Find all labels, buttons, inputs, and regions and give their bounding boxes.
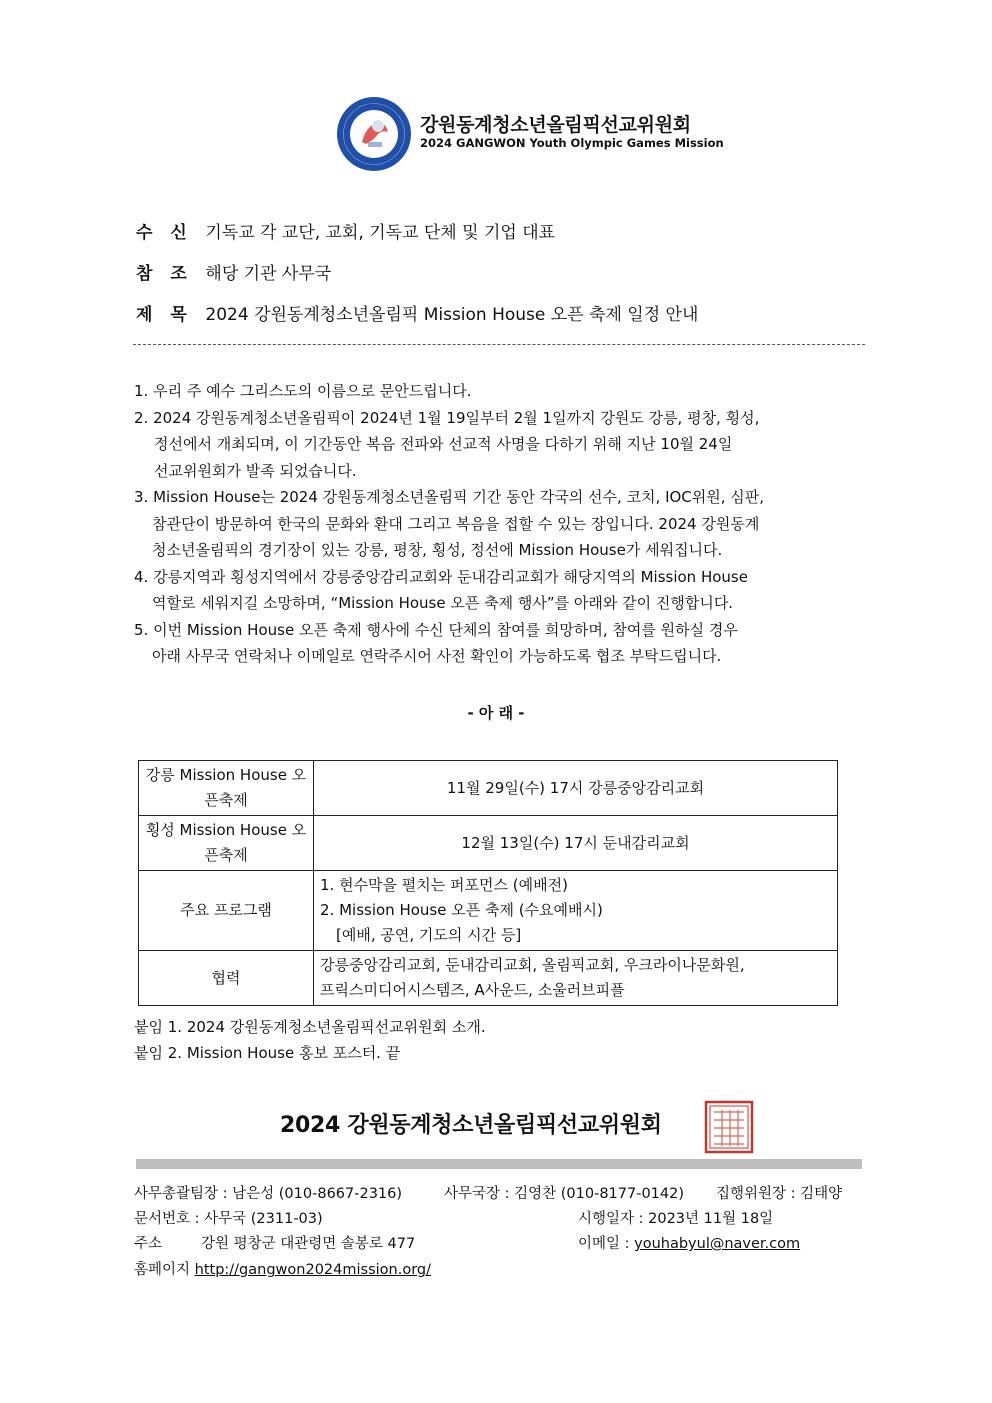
reference-row (136, 259, 331, 284)
subject-label: 제 목 (136, 305, 193, 325)
body-line: 4. 강릉지역과 횡성지역에서 강릉중앙감리교회와 둔내감리교회가 해당지역의 Mission House (134, 567, 748, 586)
table-value: 12월 13일(수) 17시 둔내감리교회 (314, 816, 838, 871)
footer-executive: 집행위원장 : 김태양 (716, 1186, 843, 1202)
table-label: 강릉 Mission House 오픈축제 (139, 761, 314, 816)
attachment-2: 붙임 2. Mission House 홍보 포스터. 끝 (134, 1044, 401, 1062)
attachment-1: 붙임 1. 2024 강원동계청소년올림픽선교위원회 소개. (134, 1018, 486, 1036)
footer-email-row (578, 1232, 800, 1253)
subject-value: 2024 강원동계청소년올림픽 Mission House 오픈 축제 일정 안내 (205, 305, 699, 325)
program-line: [예배, 공연, 기도의 시간 등] (336, 926, 522, 944)
dashed-divider (133, 344, 865, 345)
footer-address-label: 주소 (134, 1236, 163, 1252)
table-row (139, 816, 838, 871)
olympic-mission-logo-icon (336, 96, 412, 172)
footer-date: 시행일자 : 2023년 11월 18일 (578, 1211, 774, 1227)
section-heading-below: - 아 래 - (467, 704, 525, 722)
body-line: 참관단이 방문하여 한국의 문화와 환대 그리고 복음을 접할 수 있는 장입니다. 2024 강원동계 (152, 514, 760, 533)
recipient-value: 기독교 각 교단, 교회, 기독교 단체 및 기업 대표 (205, 223, 556, 243)
footer-homepage-row (134, 1258, 431, 1279)
reference-value: 해당 기관 사무국 (205, 264, 332, 284)
body-line: 선교위원회가 발족 되었습니다. (154, 461, 357, 480)
table-row (139, 951, 838, 1006)
letterhead (336, 96, 724, 176)
footer-address: 강원 평창군 대관령면 솔봉로 477 (201, 1236, 416, 1252)
footer-divider (136, 1159, 862, 1169)
partner-line: 프릭스미디어시스템즈, A사운드, 소울러브피플 (320, 981, 625, 999)
homepage-link[interactable]: http://gangwon2024mission.org/ (194, 1262, 431, 1278)
table-value (314, 871, 838, 951)
footer-homepage-label: 홈페이지 (134, 1262, 191, 1278)
body-line: 1. 우리 주 예수 그리스도의 이름으로 문안드립니다. (134, 382, 472, 400)
subject-row (136, 300, 698, 325)
table-label: 주요 프로그램 (139, 871, 314, 951)
table-value: 11월 29일(수) 17시 강릉중앙감리교회 (314, 761, 838, 816)
body-line: 2. 2024 강원동계청소년올림픽이 2024년 1월 19일부터 2월 1일까지 강원도 강릉, 평창, 횡성, (134, 408, 760, 427)
program-line: 1. 현수막을 펼치는 퍼포먼스 (예배전) (320, 876, 568, 894)
body-line: 3. Mission House는 2024 강원동계청소년올림픽 기간 동안 각국의 선수, 코치, IOC위원, 심판, (134, 488, 765, 506)
body-line: 정선에서 개최되며, 이 기간동안 복음 전파와 선교적 사명을 다하기 위해 지난 10월 24일 (154, 435, 733, 453)
program-line: 2. Mission House 오픈 축제 (수요예배시) (320, 901, 603, 919)
reference-label: 참 조 (136, 264, 193, 284)
table-label: 횡성 Mission House 오픈축제 (139, 816, 314, 871)
body-line: 역할로 세워지길 소망하며, “Mission House 오픈 축제 행사”를 아래와 같이 진행합니다. (152, 594, 734, 612)
table-value (314, 951, 838, 1006)
footer-chief: 사무총괄팀장 : 남은성 (010-8667-2316) (134, 1186, 403, 1202)
body-line: 청소년올림픽의 경기장이 있는 강릉, 평창, 횡성, 정선에 Mission House가 세워집니다. (152, 541, 723, 559)
recipient-row (136, 218, 555, 243)
org-name-english: 2024 GANGWON Youth Olympic Games Mission (420, 136, 724, 150)
table-row (139, 761, 838, 816)
signature-name: 2024 강원동계청소년올림픽선교위원회 (280, 1113, 662, 1138)
footer-doc-number: 문서번호 : 사무국 (2311-03) (134, 1211, 323, 1227)
event-table (138, 760, 838, 1006)
footer-email-label: 이메일 : (578, 1236, 635, 1252)
footer-secretary: 사무국장 : 김영찬 (010-8177-0142) (444, 1186, 685, 1202)
email-link[interactable]: youhabyul@naver.com (634, 1236, 801, 1252)
recipient-label: 수 신 (136, 223, 193, 243)
table-label: 협력 (139, 951, 314, 1006)
partner-line: 강릉중앙감리교회, 둔내감리교회, 올림픽교회, 우크라이나문화원, (320, 956, 745, 974)
body-items (134, 378, 874, 670)
official-seal-icon (704, 1100, 754, 1154)
table-row (139, 871, 838, 951)
org-name-korean: 강원동계청소년올림픽선교위원회 (420, 114, 691, 136)
body-line: 5. 이번 Mission House 오픈 축제 행사에 수신 단체의 참여를 희망하며, 참여를 원하실 경우 (134, 620, 738, 639)
body-line: 아래 사무국 연락처나 이메일로 연락주시어 사전 확인이 가능하도록 협조 부탁드립니다. (152, 647, 722, 665)
